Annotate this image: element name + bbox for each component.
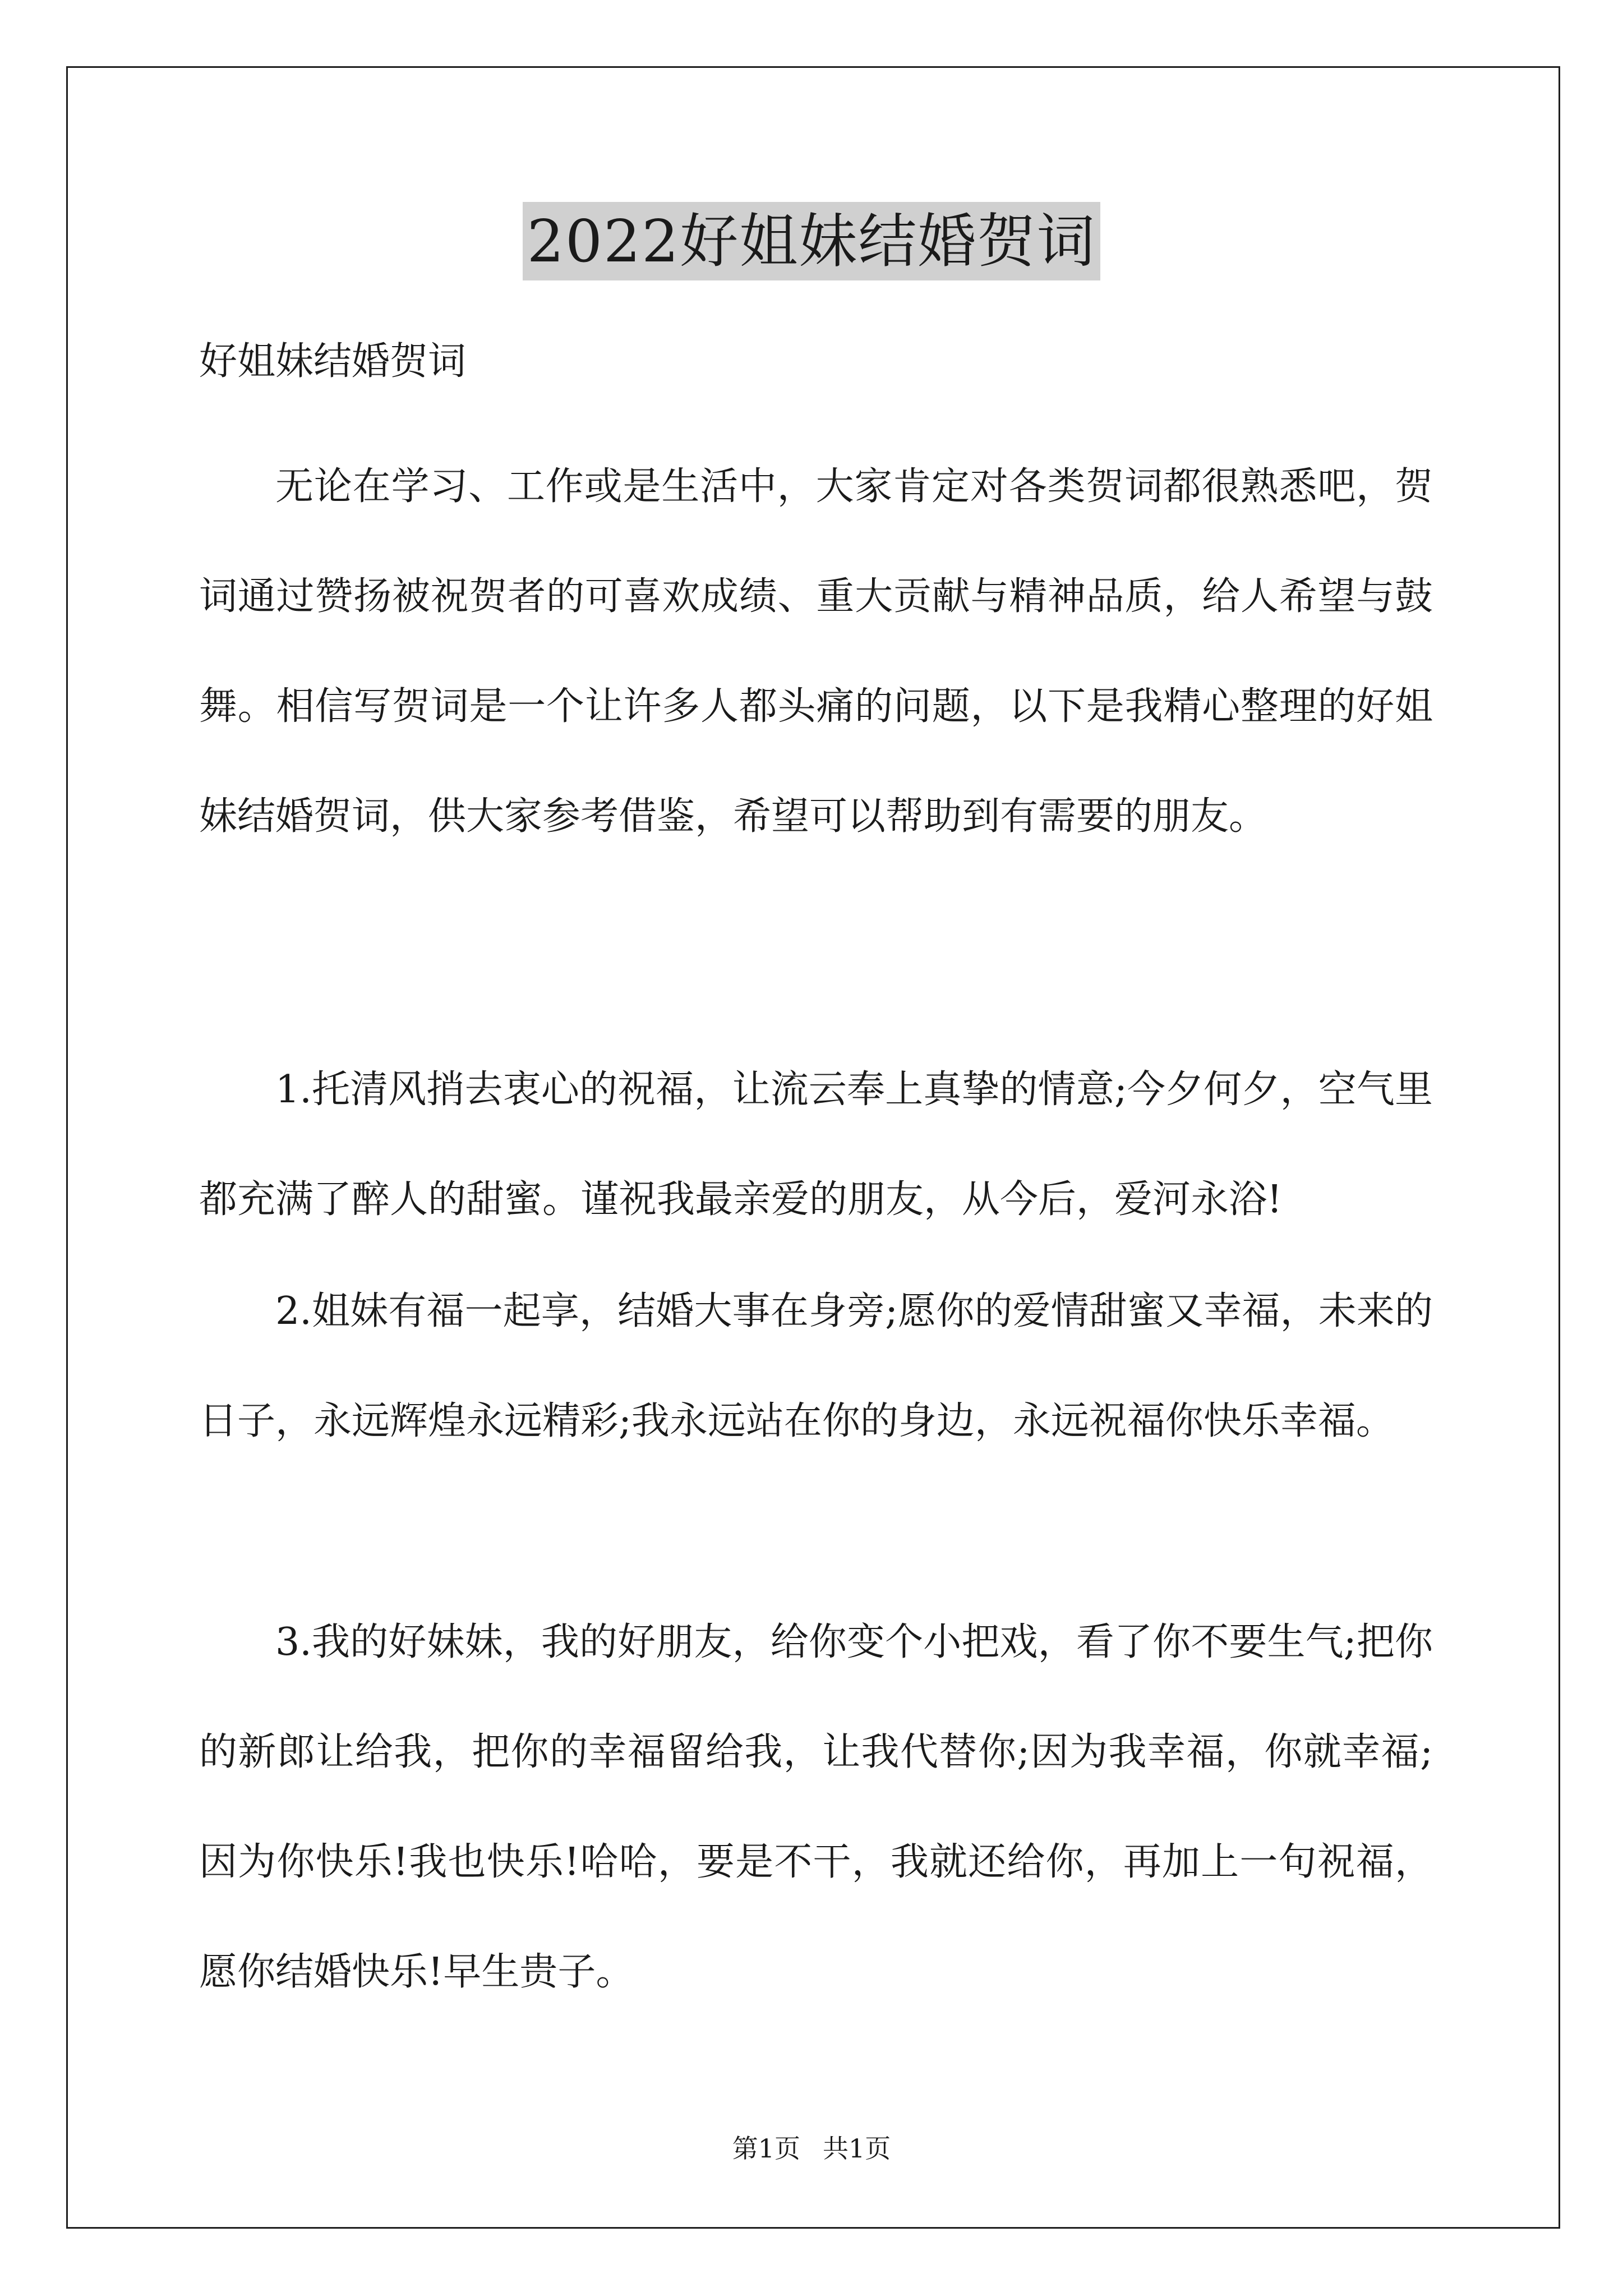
paragraph-intro: 无论在学习、工作或是生活中，大家肯定对各类贺词都很熟悉吧，贺词通过赞扬被祝贺者的可喜欢成绩、重大贡献与精神品质，给人希望与鼓舞。相信写贺词是一个让许多人都头痛的问题，以下是我精心整理的好姐妹结婚贺词，供大家参考借鉴，希望可以帮助到有需要的朋友。 [199,464,1433,839]
page-footer [0,2132,1623,2165]
page-number-current: 第1页 [732,2133,800,2164]
paragraph-wish-2: 2.姐妹有福一起享，结婚大事在身旁;愿你的爱情甜蜜又幸福，未来的日子，永远辉煌永远精彩;我永远站在你的身边，永远祝福你快乐幸福。 [199,1289,1433,1443]
document-title: 2022好姐妹结婚贺词 [523,202,1101,280]
page-number-total: 共1页 [823,2133,891,2164]
title-container [0,202,1623,280]
document-subtitle: 好姐妹结婚贺词 [199,339,467,384]
paragraph-wish-3: 3.我的好妹妹，我的好朋友，给你变个小把戏，看了你不要生气;把你的新郎让给我，把你的幸福留给我，让我代替你;因为我幸福，你就幸福;因为你快乐!我也快乐!哈哈，要是不干，我就还给你，再加上一句祝福，愿你结婚快乐!早生贵子。 [199,1620,1433,1994]
paragraph-wish-1: 1.托清风捎去衷心的祝福，让流云奉上真挚的情意;今夕何夕，空气里都充满了醉人的甜蜜。谨祝我最亲爱的朋友，从今后，爱河永浴! [199,1068,1433,1222]
